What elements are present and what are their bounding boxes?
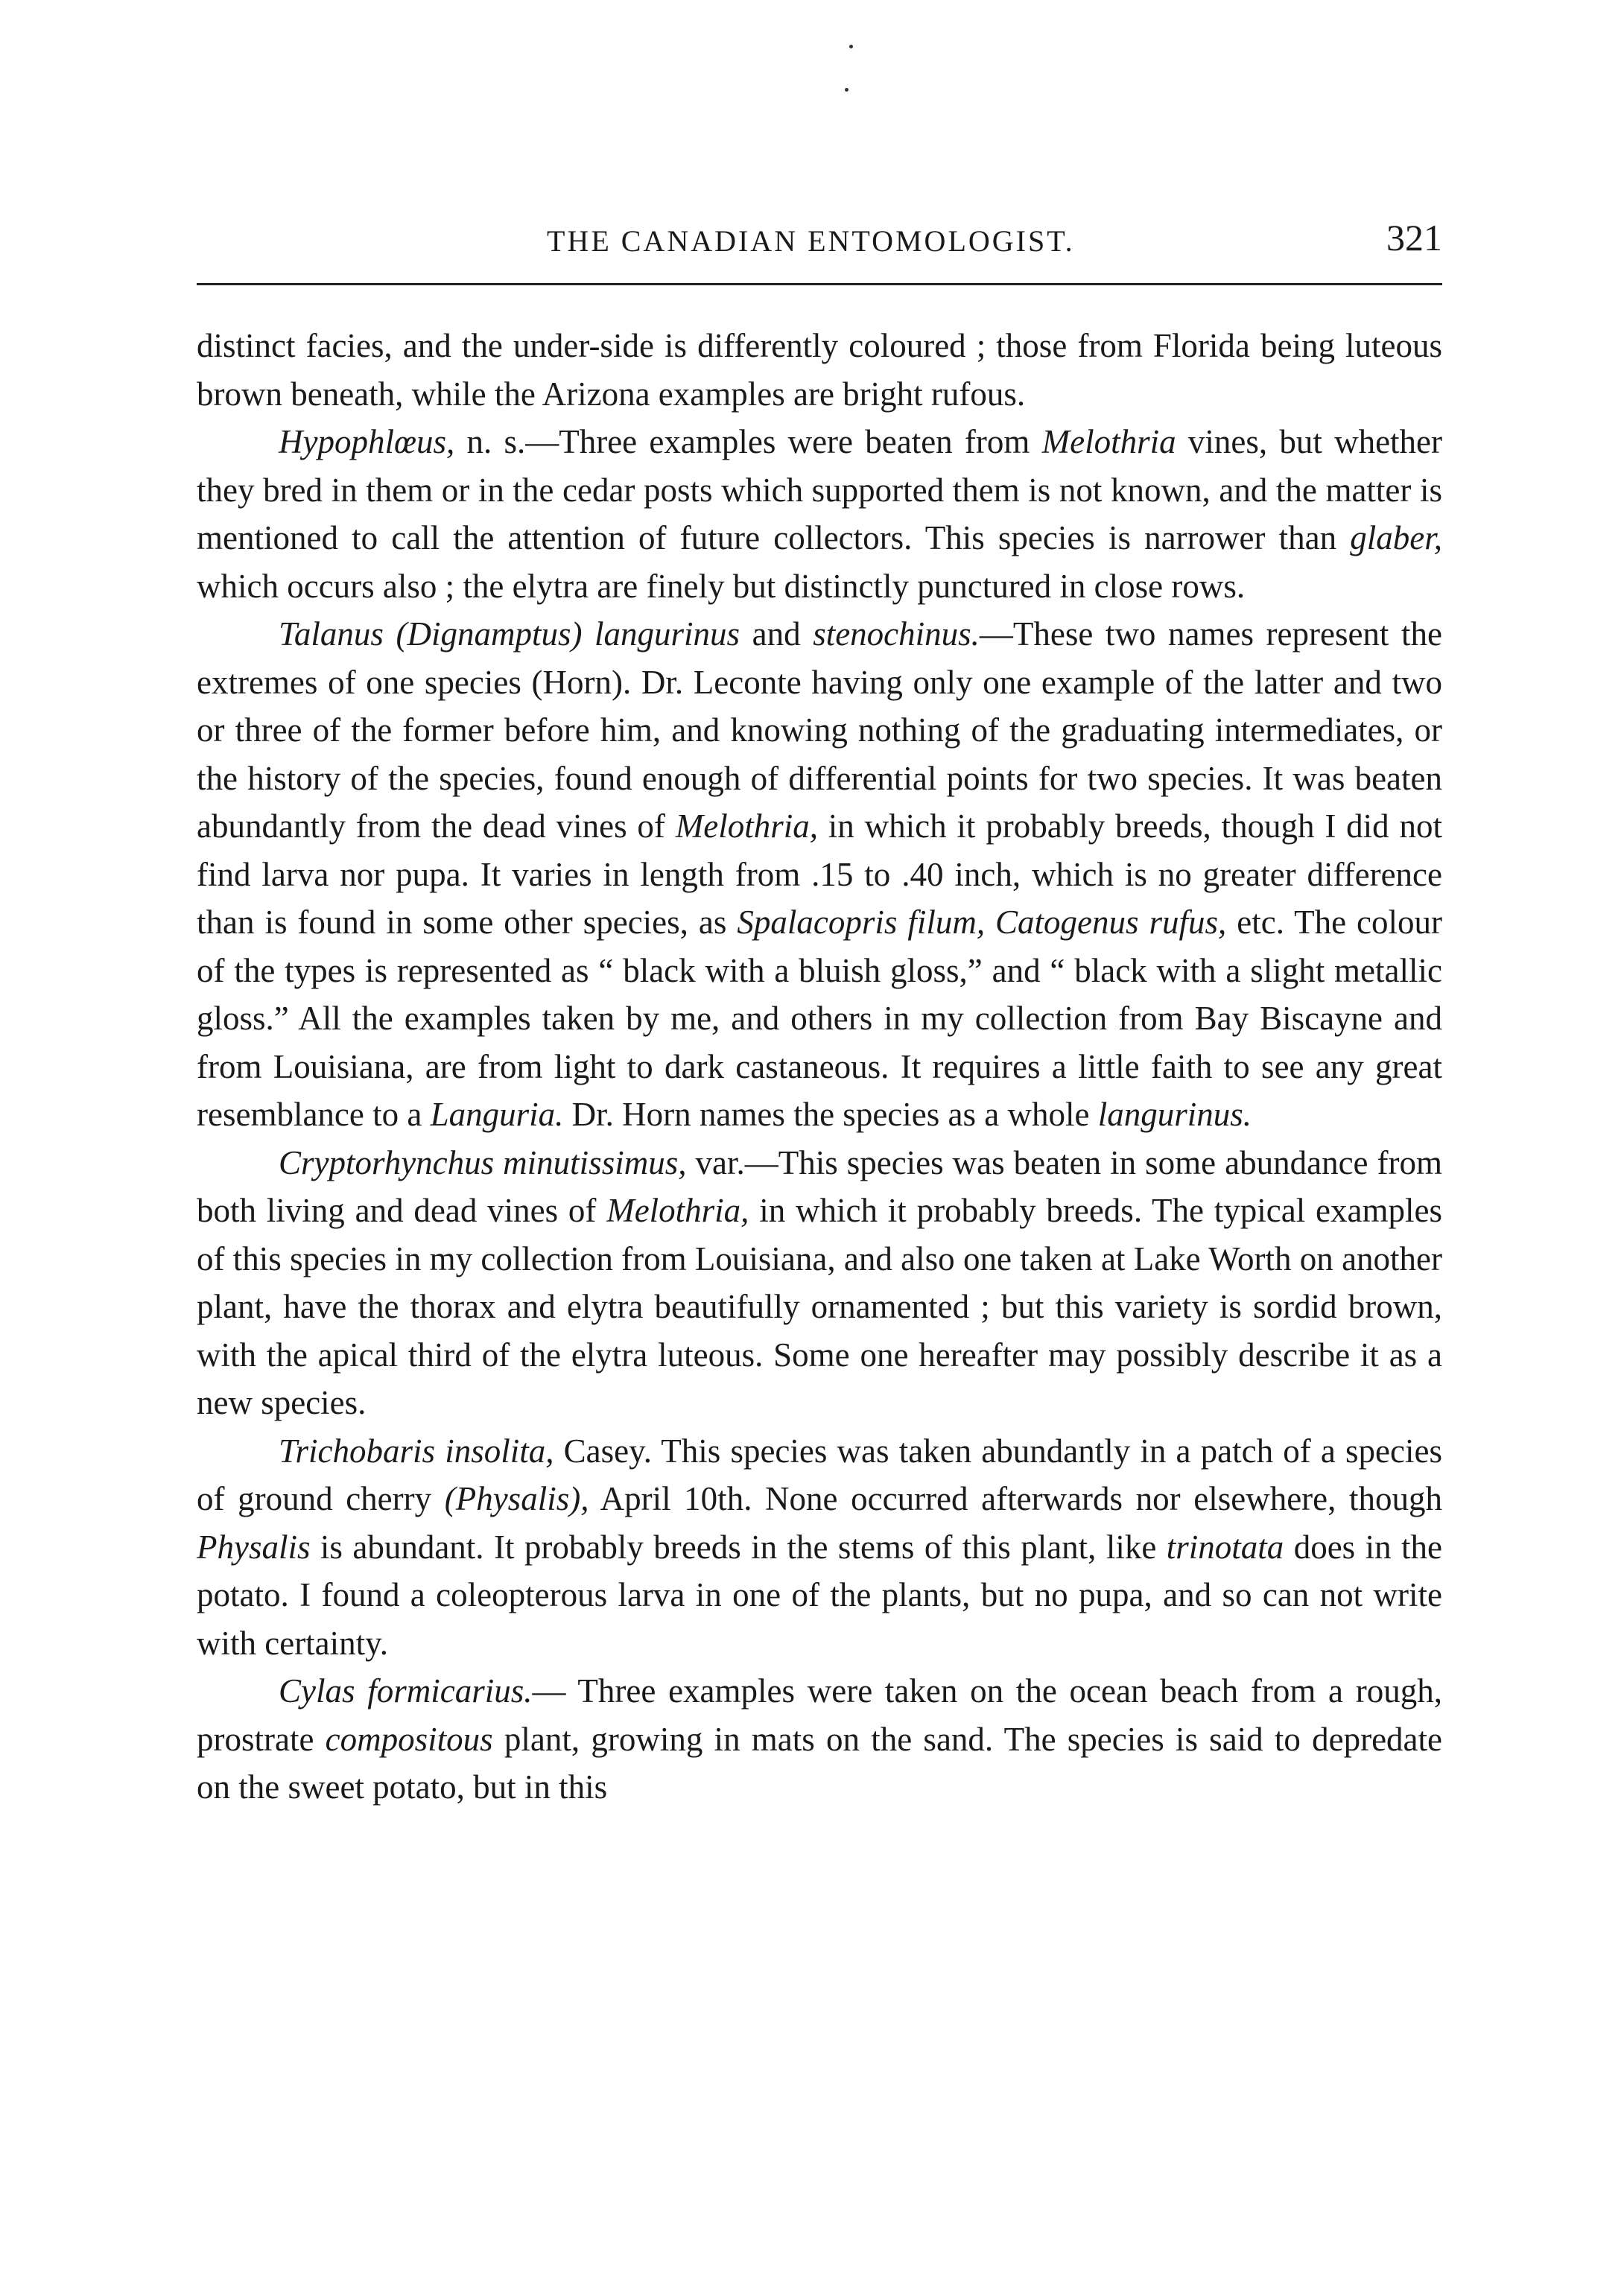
running-head: THE CANADIAN ENTOMOLOGIST. [547,224,1075,258]
text-run: Dr. Horn names the species as a whole [563,1096,1098,1133]
italic-text: Languria. [430,1096,564,1133]
italic-text: Physalis [197,1528,311,1566]
italic-text: Cryptorhynchus minutissimus, [279,1143,687,1181]
paragraph [197,610,1442,1139]
text-run: n. s.—Three examples were beaten from [454,423,1042,460]
text-run: plant, growing in mats on the sand. The species is said to depredate on the sweet potato, but in this [197,1720,1442,1806]
page-number: 321 [1386,217,1442,258]
text-run: and [740,615,813,653]
italic-text: (Physalis), [444,1480,589,1517]
text-run: vines, but whether they bred in them or in the cedar posts which supported them is not known, and the matter is mentioned to call the attention of future collectors. This species is narrower than [197,423,1442,556]
italic-text: glaber, [1350,519,1442,556]
italic-text: Hypophlœus, [279,423,455,460]
italic-text: Talanus (Dignamptus) langurinus [279,615,740,653]
text-run: which occurs also ; the elytra are finely but distinctly punctured in close rows. [197,567,1246,605]
text-run: is abundant. It probably breeds in the stems of this plant, like [310,1528,1167,1566]
italic-text: trinotata [1166,1528,1284,1566]
italic-text: Spalacopris filum, Catogenus rufus, [737,904,1227,941]
italic-text: langurinus. [1097,1096,1252,1133]
text-run: April 10th. None occurred afterwards nor elsewhere, though [589,1480,1442,1517]
body-text [197,322,1442,1812]
italic-text: stenochinus. [813,615,980,653]
text-run: — Three examples were taken on the ocean beach from a rough, prostrate [197,1672,1442,1758]
text-run: distinct facies, and the under-side is differently coloured ; those from Florida being luteous brown beneath, while the Arizona examples are bright rufous. [197,327,1442,413]
paragraph [197,1139,1442,1427]
stray-ink-marks [843,45,858,104]
paragraph [197,322,1442,418]
paragraph [197,1667,1442,1812]
header-rule [197,283,1442,285]
paragraph [197,418,1442,610]
italic-text: Melothria, [675,807,818,845]
italic-text: Melothria [1041,423,1176,460]
text-run: does in the potato. I found a coleopterous larva in one of the plants, but no pupa, and so can not write with certainty. [197,1528,1443,1662]
text-run: —These two names represent the extremes of one species (Horn). Dr. Leconte having only one example of the latter and two or three of the former before him, and knowing nothing of the graduating intermediates, or the history of the species, found enough of differential points for two species. It was beaten abundantly from the dead vines of [197,615,1442,845]
italic-text: Trichobaris insolita, [279,1432,554,1470]
text-run: in which it probably breeds, though I did not find larva nor pupa. It varies in length from .15 to .40 inch, which is no greater difference than is found in some other species, as [197,807,1442,941]
text-run: etc. The colour of the types is represented as “ black with a bluish gloss,” and “ black with a slight metallic gloss.” All the examples taken by me, and others in my collection from Bay Biscayne and from Louisiana, are from light to dark castaneous. It requires a little faith to see any great resemblance to a [197,904,1442,1133]
page-header [197,216,1442,268]
italic-text: compositous [325,1720,493,1758]
text-run: Casey. This species was taken abundantly in a patch of a species of ground cherry [197,1432,1442,1517]
paragraph [197,1427,1442,1668]
italic-text: Cylas formicarius. [279,1672,533,1710]
text-run: var.—This species was beaten in some abundance from both living and dead vines of [197,1143,1443,1229]
text-run: in which it probably breeds. The typical examples of this species in my collection from Louisiana, and also one taken at Lake Worth on another plant, have the thorax and elytra beautifully ornamented ; but this variety is sordid brown, with the apical third of the elytra luteous. Some one hereafter may possibly describe it as a new species. [197,1192,1442,1421]
italic-text: Melothria, [606,1192,749,1229]
